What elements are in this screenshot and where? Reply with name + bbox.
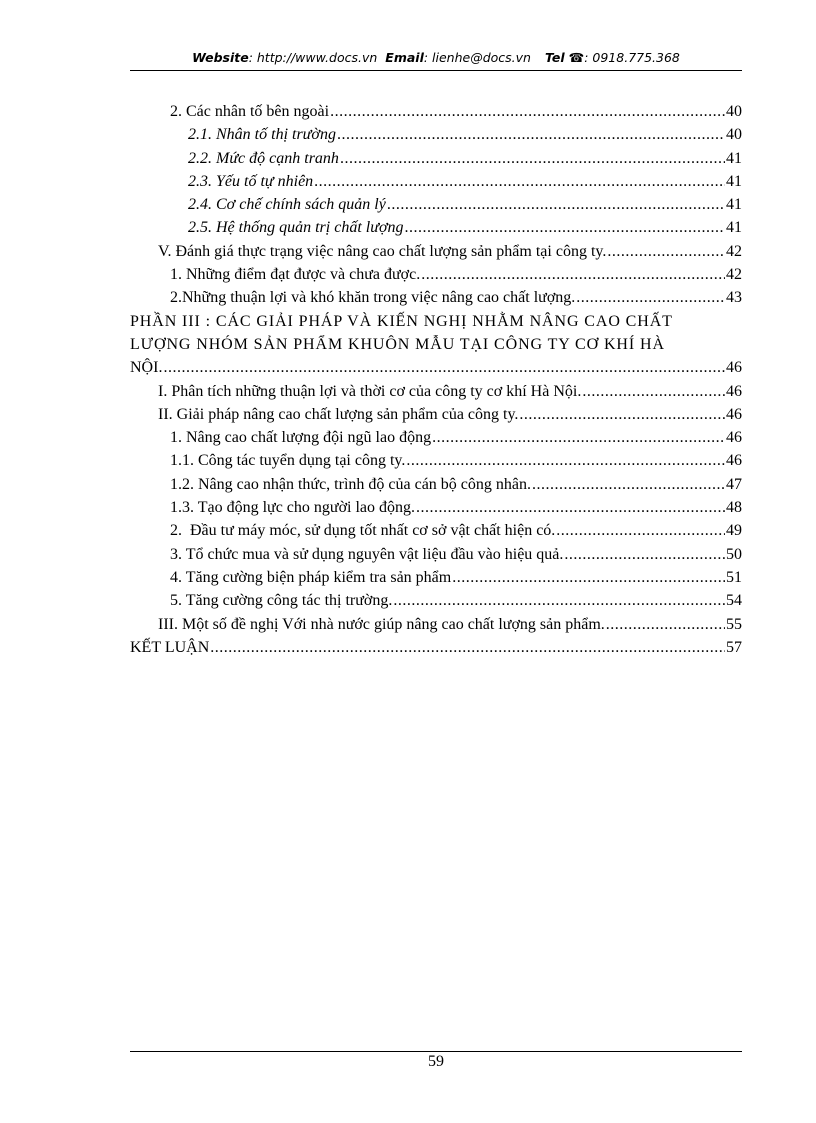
dot-leader xyxy=(432,426,725,449)
toc-entry-title: 2.5. Hệ thống quản trị chất lượng xyxy=(188,219,404,237)
toc-entry-title: 2.4. Cơ chế chính sách quản lý xyxy=(188,196,386,214)
toc-entry xyxy=(130,240,742,263)
toc-entry-title: 2.2. Mức độ cạnh tranh xyxy=(188,149,339,167)
dot-leader xyxy=(404,216,725,239)
toc-entry xyxy=(130,519,742,542)
dot-leader xyxy=(452,566,725,589)
toc-entry-page: 41 xyxy=(726,196,742,214)
dot-leader xyxy=(416,496,725,519)
toc-entry-title: 1. Nâng cao chất lượng đội ngũ lao động xyxy=(170,429,432,447)
toc-entry-title: 1.2. Nâng cao nhận thức, trình độ của cán bộ công nhân. xyxy=(170,475,532,493)
email-label: Email xyxy=(385,50,424,65)
toc-entry-page: 41 xyxy=(726,149,742,167)
toc-entry-page: 46 xyxy=(726,359,742,377)
part-three-heading-line-1: PHẦN III : CÁC GIẢI PHÁP VÀ KIẾN NGHỊ NHẰM NÂNG CAO CHẤT xyxy=(130,312,673,330)
toc-entry-title: III. Một số đề nghị Với nhà nước giúp nâng cao chất lượng sản phẩm. xyxy=(158,615,605,633)
toc-entry-page: 55 xyxy=(726,615,742,633)
toc-entry xyxy=(130,613,742,636)
toc-entry xyxy=(130,426,742,449)
dot-leader xyxy=(330,100,725,123)
header-rule xyxy=(130,70,742,71)
dot-leader xyxy=(576,286,725,309)
part-three-heading-line-2: LƯỢNG NHÓM SẢN PHẨM KHUÔN MẪU TẠI CÔNG TY CƠ KHÍ HÀ xyxy=(130,335,665,353)
toc-entry-title: 2.1. Nhân tố thị trường xyxy=(188,126,336,144)
dot-leader xyxy=(337,123,725,146)
toc-entry-page: 47 xyxy=(726,475,742,493)
dot-leader xyxy=(406,449,725,472)
dot-leader xyxy=(564,543,725,566)
toc-entry xyxy=(130,636,742,659)
toc-entry xyxy=(130,473,742,496)
table-of-contents xyxy=(130,100,742,659)
toc-entry xyxy=(130,147,742,170)
toc-entry-page: 46 xyxy=(726,405,742,423)
toc-entry-page: 41 xyxy=(726,172,742,190)
toc-entry-title: V. Đánh giá thực trạng việc nâng cao chất lượng sản phẩm tại công ty. xyxy=(158,242,607,260)
page-number: 59 xyxy=(428,1053,444,1070)
toc-entry-title: 1.3. Tạo động lực cho người lao động. xyxy=(170,499,416,517)
toc-entry-page: 48 xyxy=(726,499,742,517)
toc-entry xyxy=(130,543,742,566)
toc-entry-page: 57 xyxy=(726,638,742,656)
page-header xyxy=(130,50,742,65)
toc-entry-page: 50 xyxy=(726,545,742,563)
phone-icon: ☎ xyxy=(568,50,585,65)
dot-leader xyxy=(340,147,725,170)
toc-entry-title: KẾT LUẬN xyxy=(130,638,210,656)
toc-entry-title: 5. Tăng cường công tác thị trường. xyxy=(170,592,393,610)
toc-entry xyxy=(130,380,742,403)
toc-entry xyxy=(130,566,742,589)
website-label: Website xyxy=(192,50,249,65)
toc-entry-page: 42 xyxy=(726,242,742,260)
toc-entry-page: 46 xyxy=(726,382,742,400)
toc-entry-page: 40 xyxy=(726,103,742,120)
toc-entry-title: 1. Những điểm đạt được và chưa được. xyxy=(170,266,421,284)
toc-entry-title: 2.3. Yếu tố tự nhiên xyxy=(188,172,314,190)
toc-entry-page: 43 xyxy=(726,289,742,307)
toc-entry-title: I. Phân tích những thuận lợi và thời cơ của công ty cơ khí Hà Nội. xyxy=(158,382,582,400)
toc-entry xyxy=(130,589,742,612)
toc-entry xyxy=(130,496,742,519)
toc-entry-page: 46 xyxy=(726,452,742,470)
footer-rule xyxy=(130,1051,742,1052)
toc-entry xyxy=(130,193,742,216)
website-value: : http://www.docs.vn xyxy=(248,50,378,65)
toc-entry-title: 2. Đầu tư máy móc, sử dụng tốt nhất cơ sở vật chất hiện có. xyxy=(170,522,556,540)
toc-entry-title: 2. Các nhân tố bên ngoài xyxy=(170,103,330,120)
toc-entry xyxy=(130,449,742,472)
dot-leader xyxy=(607,240,725,263)
toc-entry xyxy=(130,356,742,379)
toc-entry-page: 54 xyxy=(726,592,742,610)
toc-entry-title: II. Giải pháp nâng cao chất lượng sản phẩm của công ty. xyxy=(158,405,519,423)
dot-leader xyxy=(519,403,725,426)
dot-leader xyxy=(532,473,725,496)
dot-leader xyxy=(606,613,725,636)
toc-entry-page: 49 xyxy=(726,522,742,540)
dot-leader xyxy=(393,589,725,612)
toc-entry-page: 51 xyxy=(726,568,742,586)
toc-entry-page: 40 xyxy=(726,126,742,144)
tel-value: : 0918.775.368 xyxy=(584,50,680,65)
toc-entry-title: 2.Những thuận lợi và khó khăn trong việc nâng cao chất lượng. xyxy=(170,289,576,307)
toc-entry-page: 46 xyxy=(726,429,742,447)
part-three-heading-line-3: NỘI. xyxy=(130,359,163,377)
dot-leader xyxy=(210,636,725,659)
toc-entry xyxy=(130,286,742,309)
toc-entry-title: 3. Tổ chức mua và sử dụng nguyên vật liệu đầu vào hiệu quả. xyxy=(170,545,564,563)
toc-entry-title: 4. Tăng cường biện pháp kiểm tra sản phẩm xyxy=(170,568,452,586)
dot-leader xyxy=(582,380,725,403)
dot-leader xyxy=(421,263,725,286)
email-value: : lienhe@docs.vn xyxy=(423,50,531,65)
dot-leader xyxy=(314,170,725,193)
toc-entry xyxy=(130,403,742,426)
dot-leader xyxy=(556,519,725,542)
toc-entry xyxy=(130,263,742,286)
toc-entry-title: 1.1. Công tác tuyển dụng tại công ty. xyxy=(170,452,406,470)
toc-entry-page: 41 xyxy=(726,219,742,237)
toc-entry xyxy=(130,216,742,239)
toc-entry xyxy=(130,170,742,193)
toc-entry xyxy=(130,100,742,123)
dot-leader xyxy=(163,356,725,379)
dot-leader xyxy=(387,193,725,216)
toc-entry-page: 42 xyxy=(726,266,742,284)
toc-entry xyxy=(130,123,742,146)
tel-label: Tel xyxy=(544,50,565,65)
